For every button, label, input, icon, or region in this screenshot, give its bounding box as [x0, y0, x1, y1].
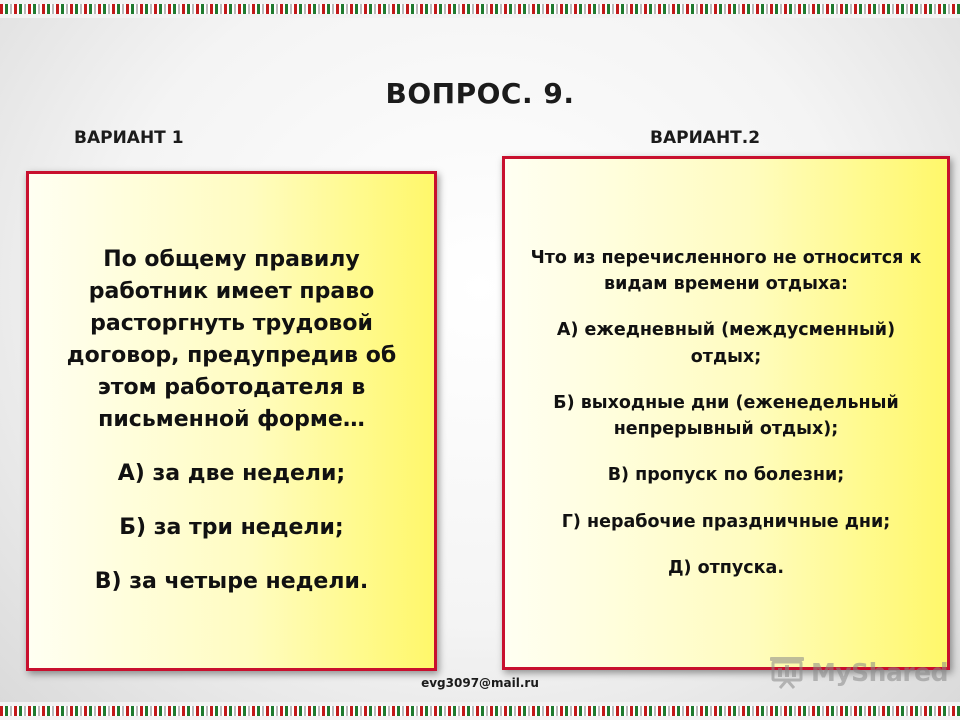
variant-1-answer-b: Б) за три недели; — [119, 514, 344, 540]
variant-1-label: ВАРИАНТ 1 — [74, 128, 184, 148]
variant-1-card — [26, 171, 437, 671]
presentation-icon — [768, 654, 806, 690]
variant-1-answer-c: В) за четыре недели. — [94, 568, 369, 594]
variant-2-answer-e: Д) отпуска. — [667, 557, 785, 578]
author-email: evg3097@mail.ru — [421, 676, 539, 690]
variant-1-answer-a: А) за две недели; — [117, 460, 346, 486]
variant-2-answer-b: Б) выходные дни (еженедельный непрерывный отдых); — [553, 392, 899, 440]
slide-title: ВОПРОС. 9. — [385, 76, 575, 110]
variant-2-answer-c: В) пропуск по болезни; — [607, 465, 845, 486]
myshared-watermark — [768, 654, 948, 690]
variant-2-answer-a: А) ежедневный (междусменный) отдых; — [556, 320, 896, 367]
variant-2-label: ВАРИАНТ.2 — [650, 128, 761, 148]
variant-2-card — [502, 156, 950, 670]
watermark-text: MyShared — [811, 657, 949, 687]
variant-1-question: По общему правилу работник имеет право расторгнуть трудовой договор, предупредив об этом работодателя в письменной форме… — [66, 247, 397, 432]
variant-2-answer-d: Г) нерабочие праздничные дни; — [561, 511, 891, 532]
bottom-decorative-border — [0, 702, 960, 720]
variant-2-question: Что из перечисленного не относится к видам времени отдыха: — [530, 247, 922, 295]
top-decorative-border — [0, 0, 960, 18]
